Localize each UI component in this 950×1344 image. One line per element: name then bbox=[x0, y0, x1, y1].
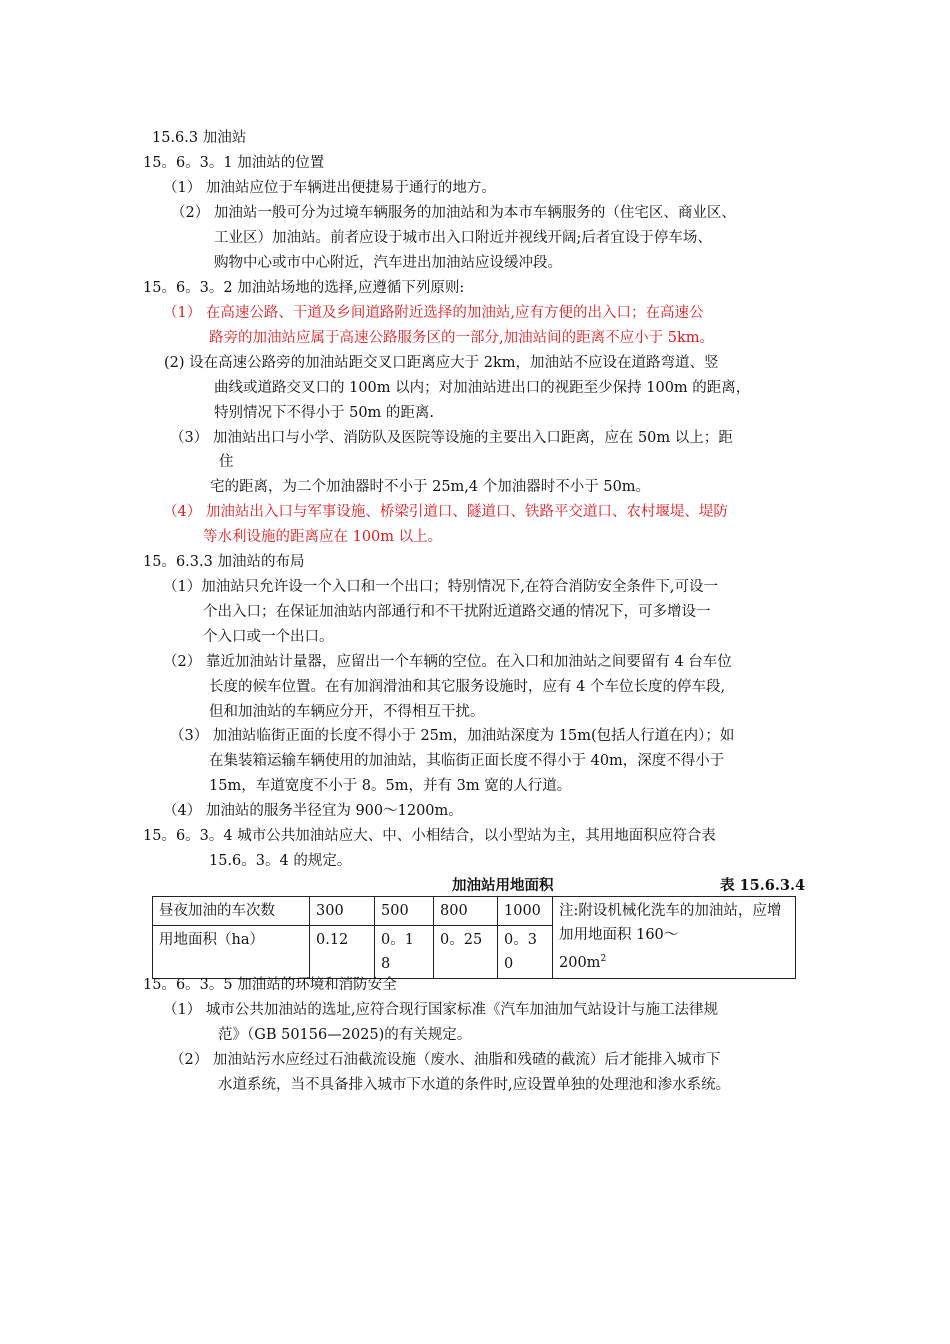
paragraph-line: 长度的候车位置。在有加润滑油和其它服务设施时，应有 4 个车位长度的停车段, bbox=[209, 679, 726, 695]
table-cell: 1000 bbox=[498, 897, 553, 926]
table-note-text: 注:附设机械化洗车的加油站，应增加用地面积 160～ bbox=[559, 903, 782, 943]
paragraph-line: （1）加油站只允许设一个入口和一个出口；特别情况下,在符合消防安全条件下,可设一 bbox=[163, 579, 718, 595]
table-row-label: 用地面积（ha） bbox=[153, 926, 310, 979]
table-note-sup: 2 bbox=[600, 954, 607, 964]
paragraph-line: (2) 设在高速公路旁的加油站距交叉口距离应大于 2km，加油站不应设在道路弯道、竖 bbox=[164, 355, 719, 371]
paragraph-line: （1） 加油站应位于车辆进出便捷易于通行的地方。 bbox=[163, 180, 496, 196]
subsection-heading: 15。6。3。4 城市公共加油站应大、中、小相结合，以小型站为主，其用地面积应符合表 bbox=[143, 828, 716, 844]
paragraph-line: 曲线或道路交叉口的 100m 以内；对加油站进出口的视距至少保持 100m 的距离， bbox=[214, 380, 751, 396]
subsection-heading: 15。6。3。5 加油站的环境和消防安全 bbox=[143, 977, 397, 993]
section-heading: 15.6.3 加油站 bbox=[152, 130, 247, 146]
table-cell: 0。25 bbox=[434, 926, 498, 979]
paragraph-line: （1） 城市公共加油站的选址,应符合现行国家标准《汽车加油加气站设计与施工法律规 bbox=[163, 1002, 718, 1018]
table-cell: 800 bbox=[434, 897, 498, 926]
subsection-heading: 15。6。3。2 加油站场地的选择,应遵循下列原则: bbox=[143, 280, 465, 296]
highlighted-line: （4） 加油站出入口与军事设施、桥梁引道口、隧道口、铁路平交道口、农村堰堤、堤防 bbox=[163, 504, 728, 520]
paragraph-line: 15m，车道宽度不小于 8。5m，并有 3m 宽的人行道。 bbox=[209, 778, 572, 794]
paragraph-line: （2） 加油站污水应经过石油截流设施（废水、油脂和残碴的截流）后才能排入城市下 bbox=[170, 1052, 721, 1068]
paragraph-line: 宅的距离，为二个加油器时不小于 25m,4 个加油器时不小于 50m。 bbox=[210, 479, 651, 495]
paragraph-line: 购物中心或市中心附近，汽车进出加油站应设缓冲段。 bbox=[214, 255, 562, 271]
paragraph-line: 在集装箱运输车辆使用的加油站，其临街正面长度不得小于 40m，深度不得小于 bbox=[209, 753, 725, 769]
paragraph-line: 但和加油站的车辆应分开，不得相互干扰。 bbox=[209, 704, 485, 720]
table-row bbox=[153, 897, 796, 926]
highlighted-line: 路旁的加油站应属于高速公路服务区的一部分,加油站间的距离不应小于 5km。 bbox=[209, 330, 714, 346]
paragraph-line: （3） 加油站临街正面的长度不得小于 25m，加油站深度为 15m(包括人行道在内）；如 bbox=[170, 728, 735, 744]
paragraph-line: 水道系统，当不具备排入城市下水道的条件时,应设置单独的处理池和渗水系统。 bbox=[218, 1077, 731, 1093]
paragraph-line: 个出入口；在保证加油站内部通行和不干扰附近道路交通的情况下，可多增设一 bbox=[203, 604, 711, 620]
table-row-label: 昼夜加油的车次数 bbox=[153, 897, 310, 926]
highlighted-line: 等水利设施的距离应在 100m 以上。 bbox=[203, 529, 443, 545]
table-cell: 0。3 0 bbox=[498, 926, 553, 979]
paragraph-line: 特别情况下不得小于 50m 的距离. bbox=[214, 405, 435, 421]
table-cell: 0.12 bbox=[310, 926, 375, 979]
paragraph-line: 个入口或一个出口。 bbox=[203, 629, 334, 645]
table-note bbox=[553, 897, 796, 979]
highlighted-line: （1） 在高速公路、干道及乡间道路附近选择的加油站,应有方便的出入口；在高速公 bbox=[163, 305, 704, 321]
paragraph-line: （4） 加油站的服务半径宜为 900～1200m。 bbox=[163, 803, 463, 819]
paragraph-line: 范》（GB 50156—2025)的有关规定。 bbox=[218, 1027, 472, 1043]
subsection-heading: 15。6。3。1 加油站的位置 bbox=[143, 155, 325, 171]
paragraph-line: （3） 加油站出口与小学、消防队及医院等设施的主要出入口距离，应在 50m 以上；距 bbox=[170, 430, 733, 446]
paragraph-line: 工业区）加油站。前者应设于城市出入口附近并视线开阔;后者宜设于停车场、 bbox=[214, 230, 712, 246]
table-note-area: 200m bbox=[559, 954, 601, 971]
table-caption: 加油站用地面积 bbox=[452, 877, 554, 894]
subsection-heading: 15。6.3.3 加油站的布局 bbox=[143, 554, 305, 570]
paragraph-line: 住 bbox=[219, 454, 234, 470]
table-cell: 500 bbox=[375, 897, 434, 926]
table-cell: 300 bbox=[310, 897, 375, 926]
land-area-table bbox=[152, 896, 796, 979]
table-cell: 0。1 8 bbox=[375, 926, 434, 979]
paragraph-line: （2） 加油站一般可分为过境车辆服务的加油站和为本市车辆服务的（住宅区、商业区、 bbox=[171, 205, 736, 221]
paragraph-line: 15.6。3。4 的规定。 bbox=[209, 853, 352, 869]
table-number: 表 15.6.3.4 bbox=[720, 877, 806, 894]
paragraph-line: （2） 靠近加油站计量器，应留出一个车辆的空位。在入口和加油站之间要留有 4 台车位 bbox=[163, 654, 732, 670]
